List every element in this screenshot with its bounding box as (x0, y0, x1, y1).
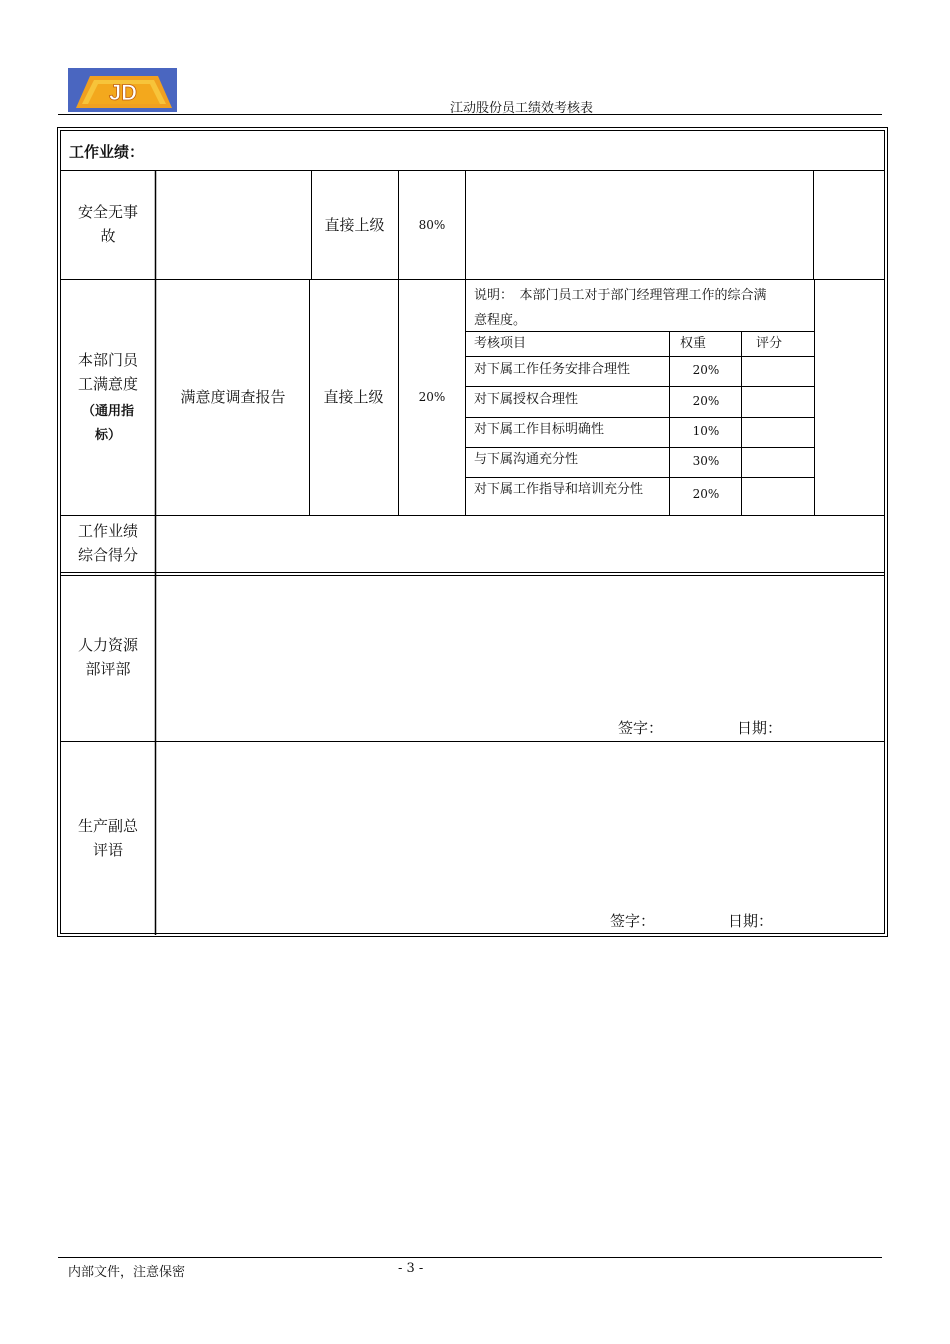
subtable-row-weight: 30% (692, 454, 720, 468)
total-score-label: 工作业绩 综合得分 (77, 522, 138, 564)
satisfaction-data-source: 满意度调查报告 (180, 388, 286, 406)
confidential-notice: 内部文件，注意保密 (68, 1265, 186, 1280)
safety-weight: 80% (418, 218, 446, 232)
satisfaction-weight: 20% (418, 390, 446, 404)
satisfaction-indicator-name: 本部门员 工满意度 (77, 351, 138, 393)
subtable-header-weight: 权重 (680, 336, 707, 351)
subtable-header-item: 考核项目 (474, 336, 527, 351)
subtable-row-item: 对下属工作目标明确性 (474, 422, 605, 437)
subtable-row-weight: 20% (692, 394, 720, 408)
section-title: 工作业绩： (69, 143, 145, 161)
satisfaction-note: 说明： 本部门员工对于部门经理管理工作的综合满 意程度。 (474, 288, 767, 328)
company-logo (68, 68, 177, 112)
subtable-row-weight: 10% (692, 424, 720, 438)
subtable-row-item: 对下属工作指导和培训充分性 (474, 482, 644, 497)
assessment-table-grid (57, 127, 888, 937)
safety-assessor: 直接上级 (324, 216, 385, 234)
safety-indicator-name: 安全无事 故 (77, 203, 138, 245)
subtable-row-item: 对下属授权合理性 (474, 392, 579, 407)
hr-date-label: 日期： (737, 719, 783, 737)
subtable-row-item: 与下属沟通充分性 (474, 452, 579, 467)
header-divider (58, 114, 882, 115)
subtable-row-weight: 20% (692, 487, 720, 501)
page-number: - 3 - (398, 1261, 424, 1276)
subtable-row-item: 对下属工作任务安排合理性 (474, 362, 631, 377)
satisfaction-assessor: 直接上级 (323, 388, 384, 406)
vp-date-label: 日期： (728, 912, 774, 930)
vp-sign-label: 签字： (610, 912, 656, 930)
subtable-row-weight: 20% (692, 363, 720, 377)
hr-comment-label: 人力资源 部评部 (77, 636, 138, 678)
hr-sign-label: 签字： (618, 719, 664, 737)
document-title: 江动股份员工绩效考核表 (450, 101, 594, 116)
footer-divider (58, 1257, 882, 1258)
subtable-header-score: 评分 (756, 336, 783, 351)
general-indicator-tag: （通用指 标） (81, 404, 134, 443)
logo-text: JD (108, 80, 138, 105)
vp-comment-label: 生产副总 评语 (77, 817, 138, 859)
